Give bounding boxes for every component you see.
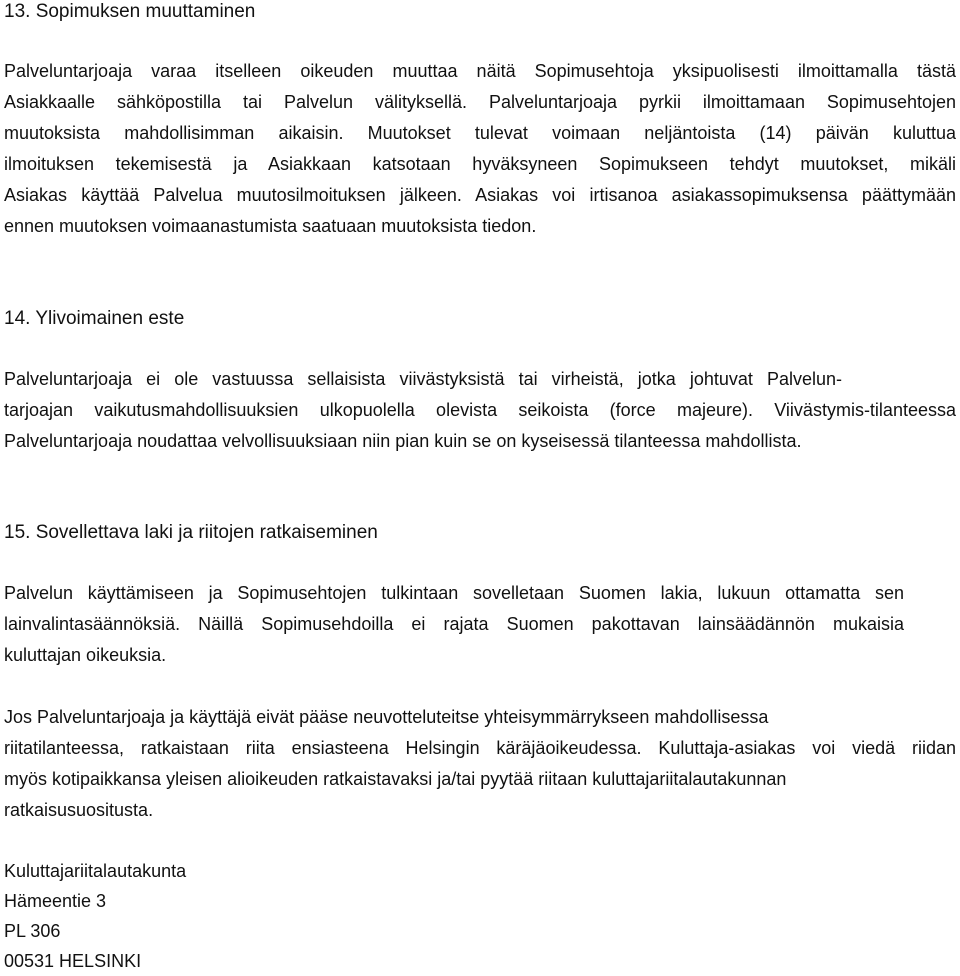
- section-15-line: kuluttajan oikeuksia.: [4, 645, 167, 665]
- section-13-line: Palveluntarjoaja varaa itselleen oikeuden muuttaa näitä Sopimusehtoja yksipuolisesti ilmoittamalla tästä: [4, 61, 956, 81]
- section-15-paragraph-1: [4, 578, 904, 671]
- section-15-line: myös kotipaikkansa yleisen alioikeuden ratkaistavaksi ja/tai pyytää riitaan kuluttajariitalautakunnan: [4, 769, 787, 789]
- section-13-paragraph: [4, 56, 956, 242]
- section-13-line: Asiakas käyttää Palvelua muutosilmoituksen jälkeen. Asiakas voi irtisanoa asiakassopimuksensa päättymään: [4, 185, 956, 205]
- section-15-line: Jos Palveluntarjoaja ja käyttäjä eivät pääse neuvotteluteitse yhteisymmärrykseen mahdollisessa: [4, 707, 769, 727]
- section-13-line: ilmoituksen tekemisestä ja Asiakkaan katsotaan hyväksyneen Sopimukseen tehdyt muutokset, mikäli: [4, 154, 956, 174]
- section-15-line: Palvelun käyttämiseen ja Sopimusehtojen tulkintaan sovelletaan Suomen lakia, lukuun ottamatta sen: [4, 583, 904, 603]
- section-15-heading: 15. Sovellettava laki ja riitojen ratkaiseminen: [4, 522, 378, 543]
- address-block: [4, 856, 186, 976]
- section-13-line: muutoksista mahdollisimman aikaisin. Muutokset tulevat voimaan neljäntoista (14) päivän kuluttua: [4, 123, 956, 143]
- section-15-line: lainvalintasäännöksiä. Näillä Sopimusehdoilla ei rajata Suomen pakottavan lainsäädännön mukaisia: [4, 614, 904, 634]
- section-15-line: ratkaisusuositusta.: [4, 800, 154, 820]
- address-street: Hämeentie 3: [4, 891, 107, 911]
- section-13-heading: 13. Sopimuksen muuttaminen: [4, 1, 256, 22]
- section-13-line: ennen muutoksen voimaanastumista saatuaan muutoksista tiedon.: [4, 216, 537, 236]
- section-13-line: Asiakkaalle sähköpostilla tai Palvelun välityksellä. Palveluntarjoaja pyrkii ilmoittamaan Sopimusehtojen: [4, 92, 956, 112]
- address-organization: Kuluttajariitalautakunta: [4, 861, 187, 881]
- section-15-line: riitatilanteessa, ratkaistaan riita ensiasteena Helsingin käräjäoikeudessa. Kuluttaja-asiakas voi viedä riidan: [4, 738, 956, 758]
- section-14-line: tarjoajan vaikutusmahdollisuuksien ulkopuolella olevista seikoista (force majeure). Viivästymis-tilanteessa: [4, 400, 956, 420]
- section-15-paragraph-2: [4, 702, 956, 826]
- section-14-paragraph-cont: [4, 395, 956, 457]
- section-14-heading: 14. Ylivoimainen este: [4, 308, 185, 329]
- section-14-line: Palveluntarjoaja ei ole vastuussa sellaisista viivästyksistä tai virheistä, jotka johtuvat Palvelun-: [4, 369, 842, 389]
- address-po-box: PL 306: [4, 921, 61, 941]
- section-14-paragraph: [4, 364, 842, 395]
- address-postal-city: 00531 HELSINKI: [4, 951, 142, 971]
- section-14-line: Palveluntarjoaja noudattaa velvollisuuksiaan niin pian kuin se on kyseisessä tilanteessa mahdollista.: [4, 431, 802, 451]
